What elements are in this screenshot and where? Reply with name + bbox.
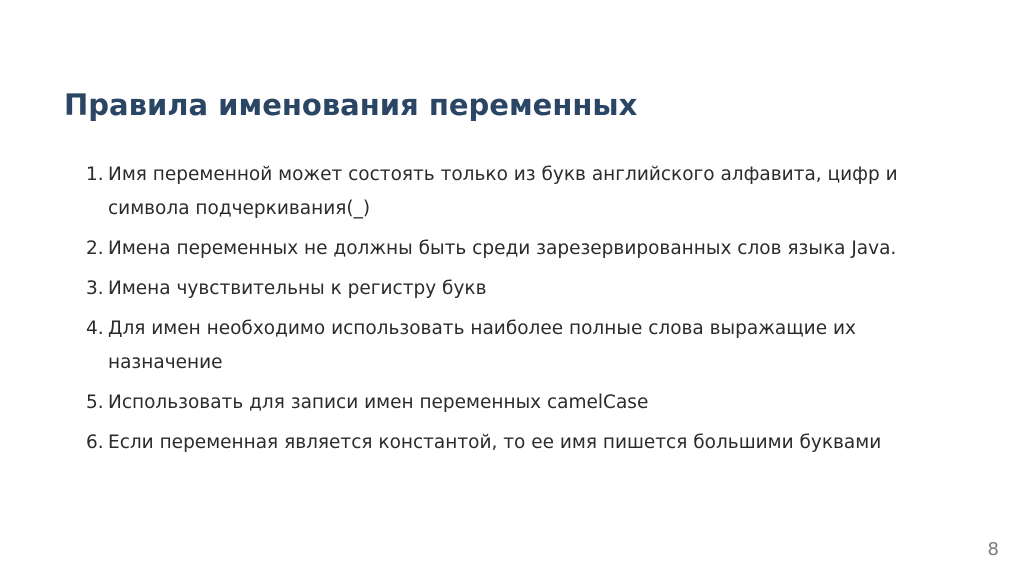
list-item-text: Имя переменной может состоять только из букв английского алфавита, цифр и символа подчеркивания(_) <box>108 164 898 219</box>
list-item <box>86 272 966 306</box>
list-item-number: 4. <box>86 318 104 339</box>
rules-list <box>86 158 966 466</box>
list-item-number: 6. <box>86 432 104 453</box>
page-number: 8 <box>987 539 999 560</box>
list-item-number: 3. <box>86 278 104 299</box>
list-item-text: Использовать для записи имен переменных camelCase <box>108 392 649 413</box>
list-item <box>86 158 966 226</box>
list-item-text: Если переменная является константой, то ее имя пишется большими буквами <box>108 432 882 453</box>
list-item-text: Имена переменных не должны быть среди зарезервированных слов языка Java. <box>108 238 897 259</box>
slide-title: Правила именования переменных <box>64 88 638 122</box>
list-item <box>86 426 966 460</box>
list-item-text: Имена чувствительны к регистру букв <box>108 278 487 299</box>
list-item-number: 5. <box>86 392 104 413</box>
list-item <box>86 386 966 420</box>
list-item <box>86 312 966 380</box>
list-item-text: Для имен необходимо использовать наиболее полные слова выражащие их назначение <box>108 318 856 373</box>
list-item-number: 2. <box>86 238 104 259</box>
list-item <box>86 232 966 266</box>
list-item-number: 1. <box>86 164 104 185</box>
